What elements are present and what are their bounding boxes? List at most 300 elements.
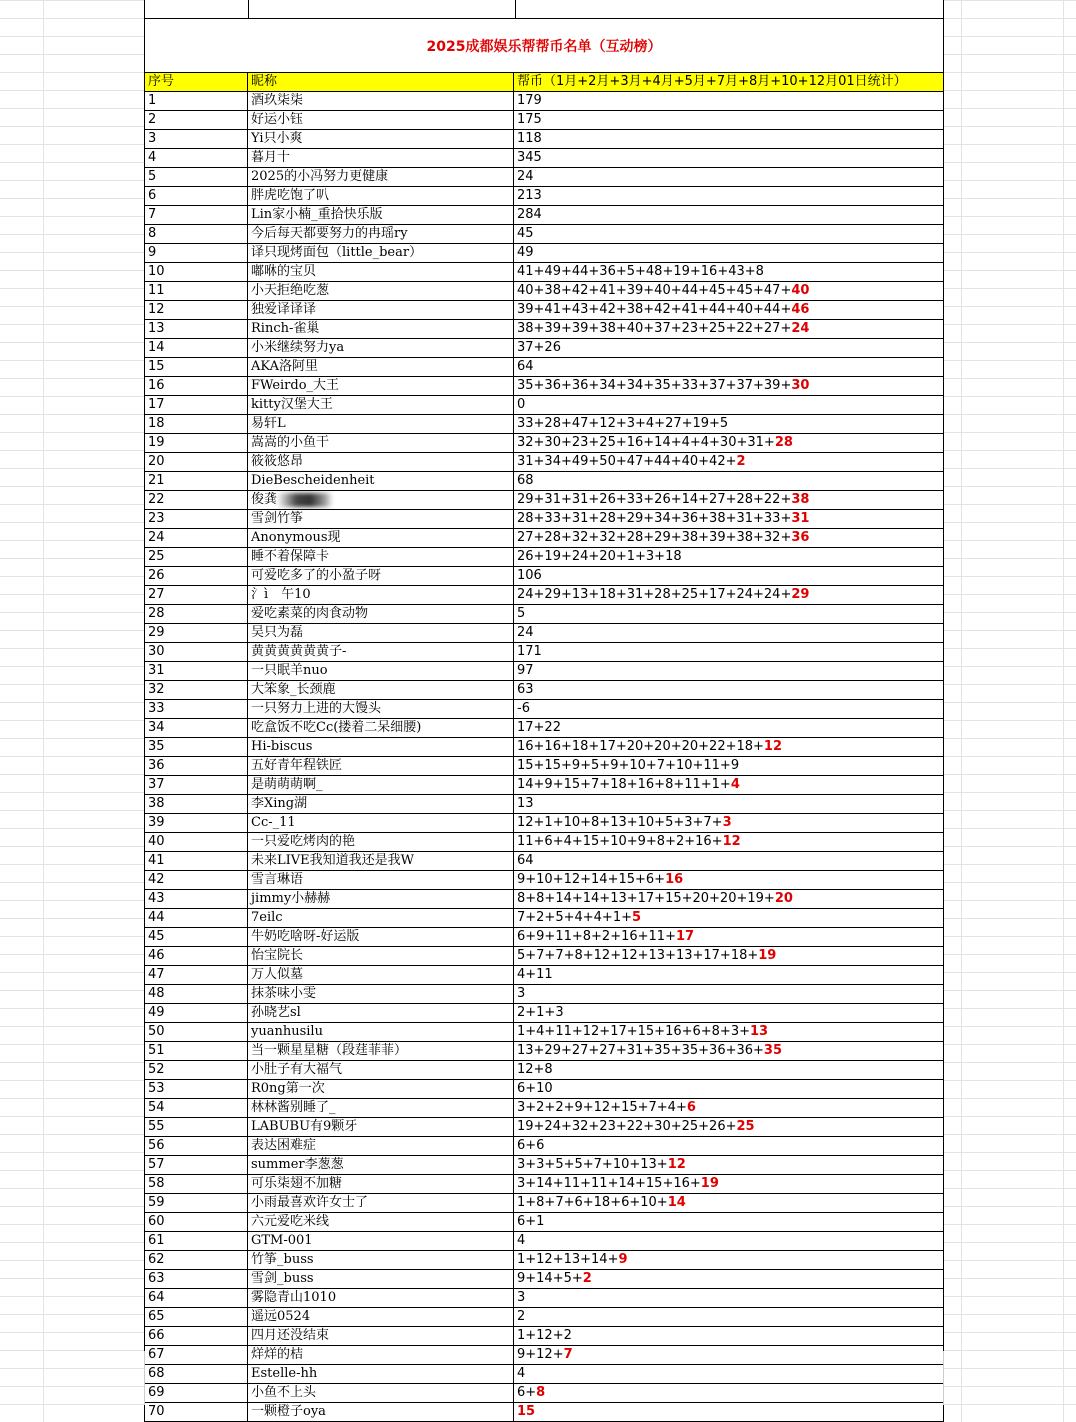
- nickname-cell[interactable]: [248, 947, 514, 965]
- row-number-cell[interactable]: 46: [145, 947, 248, 965]
- nickname-text: 译只现烤面包（little_bear）: [251, 245, 423, 260]
- table-row: [145, 985, 943, 1004]
- coins-cell[interactable]: [514, 396, 941, 414]
- nickname-cell[interactable]: [248, 1403, 514, 1421]
- row-number-cell[interactable]: 15: [145, 358, 248, 376]
- nickname-text: Cc-_11: [251, 815, 296, 830]
- nickname-cell[interactable]: [248, 985, 514, 1003]
- nickname-cell[interactable]: [248, 1118, 514, 1136]
- table-row: [145, 472, 943, 491]
- nickname-cell[interactable]: [248, 719, 514, 737]
- nickname-text: 7eilc: [251, 910, 283, 925]
- row-number-cell[interactable]: 37: [145, 776, 248, 794]
- nickname-cell[interactable]: [248, 548, 514, 566]
- coins-cell[interactable]: [514, 1137, 941, 1155]
- nickname-cell[interactable]: [248, 244, 514, 262]
- coins-value: 17+22: [517, 720, 561, 735]
- coins-value: 284: [517, 207, 542, 222]
- table-row: [145, 1118, 943, 1137]
- row-number-cell[interactable]: 51: [145, 1042, 248, 1060]
- coins-latest-value: 30: [791, 378, 810, 393]
- nickname-text: 独爱译译译: [251, 302, 317, 317]
- empty-rows-area: [144, 1351, 944, 1405]
- nickname-cell[interactable]: [248, 130, 514, 148]
- coins-cell[interactable]: [514, 339, 941, 357]
- coins-cell[interactable]: [514, 225, 941, 243]
- coins-value: 39+41+43+42+38+42+41+44+40+44+: [517, 302, 792, 317]
- nickname-text: 遥远0524: [251, 1309, 311, 1324]
- coins-cell[interactable]: [514, 1004, 941, 1022]
- coins-value: 97: [517, 663, 534, 678]
- table-row: [145, 320, 943, 339]
- nickname-text: 睡不着保障卡: [251, 549, 330, 564]
- nickname-cell[interactable]: [248, 909, 514, 927]
- nickname-cell[interactable]: [248, 434, 514, 452]
- coins-cell[interactable]: [514, 1118, 941, 1136]
- coins-latest-value: 5: [631, 910, 642, 925]
- nickname-text: R0ng第一次: [251, 1081, 325, 1096]
- nickname-text: 小鱼不上头: [251, 1385, 317, 1400]
- coins-latest-value: 31: [791, 511, 810, 526]
- nickname-cell[interactable]: [248, 472, 514, 490]
- row-number-cell[interactable]: 3: [145, 130, 248, 148]
- nickname-cell[interactable]: [248, 301, 514, 319]
- nickname-text: 四月还没结束: [251, 1328, 330, 1343]
- coins-latest-value: 29: [791, 587, 810, 602]
- nickname-cell[interactable]: [248, 795, 514, 813]
- coins-cell[interactable]: [514, 814, 941, 832]
- coins-cell[interactable]: [514, 586, 941, 604]
- row-number-cell[interactable]: 39: [145, 814, 248, 832]
- coins-latest-value: 12: [667, 1157, 686, 1172]
- coins-cell[interactable]: [514, 662, 941, 680]
- nickname-text: 嵩嵩的小鱼干: [251, 435, 330, 450]
- row-number-cell[interactable]: 69: [145, 1384, 248, 1402]
- coins-cell[interactable]: [514, 776, 941, 794]
- row-number-cell[interactable]: 61: [145, 1232, 248, 1250]
- row-number-cell[interactable]: 34: [145, 719, 248, 737]
- row-number-cell[interactable]: 14: [145, 339, 248, 357]
- row-number-cell[interactable]: 7: [145, 206, 248, 224]
- coins-value: 6+10: [517, 1081, 553, 1096]
- coins-cell[interactable]: [514, 206, 941, 224]
- coins-value: 63: [517, 682, 534, 697]
- nickname-text: 雾隐青山1010: [251, 1290, 337, 1305]
- header-nickname[interactable]: 昵称: [248, 73, 514, 91]
- row-number-cell[interactable]: 20: [145, 453, 248, 471]
- nickname-cell[interactable]: [248, 149, 514, 167]
- row-number-cell[interactable]: 19: [145, 434, 248, 452]
- coins-cell[interactable]: [514, 149, 941, 167]
- nickname-cell[interactable]: [248, 662, 514, 680]
- row-number-cell[interactable]: 10: [145, 263, 248, 281]
- row-number-cell[interactable]: 35: [145, 738, 248, 756]
- nickname-cell[interactable]: [248, 1004, 514, 1022]
- coins-cell[interactable]: [514, 947, 941, 965]
- row-number-cell[interactable]: 22: [145, 491, 248, 509]
- nickname-cell[interactable]: [248, 453, 514, 471]
- coins-value: 33+28+47+12+3+4+27+19+5: [517, 416, 729, 431]
- row-number-cell[interactable]: 49: [145, 1004, 248, 1022]
- row-number-cell[interactable]: 31: [145, 662, 248, 680]
- row-number-cell[interactable]: 33: [145, 700, 248, 718]
- row-number-cell[interactable]: 25: [145, 548, 248, 566]
- nickname-cell[interactable]: [248, 852, 514, 870]
- coins-cell[interactable]: [514, 966, 941, 984]
- nickname-text: 小米继续努力ya: [251, 340, 345, 355]
- coins-latest-value: 7: [563, 1347, 573, 1362]
- coins-latest-value: 16: [665, 872, 684, 887]
- row-number-cell[interactable]: 1: [145, 92, 248, 110]
- nickname-cell[interactable]: [248, 1194, 514, 1212]
- row-number-cell[interactable]: 9: [145, 244, 248, 262]
- coins-value: 213: [517, 188, 542, 203]
- row-number-cell[interactable]: 53: [145, 1080, 248, 1098]
- row-number-cell[interactable]: 70: [145, 1403, 248, 1421]
- row-number-cell[interactable]: 28: [145, 605, 248, 623]
- row-number-cell[interactable]: 13: [145, 320, 248, 338]
- coins-cell[interactable]: [514, 1327, 941, 1345]
- nickname-cell[interactable]: [248, 339, 514, 357]
- row-number-cell[interactable]: 60: [145, 1213, 248, 1231]
- row-number-cell[interactable]: 30: [145, 643, 248, 661]
- nickname-cell[interactable]: [248, 225, 514, 243]
- nickname-cell[interactable]: [248, 966, 514, 984]
- nickname-cell[interactable]: [248, 1251, 514, 1269]
- table-row: [145, 1080, 943, 1099]
- coins-cell[interactable]: [514, 187, 941, 205]
- row-number-cell[interactable]: 38: [145, 795, 248, 813]
- header-number[interactable]: 序号: [145, 73, 248, 91]
- coins-cell[interactable]: [514, 1308, 941, 1326]
- nickname-cell[interactable]: [248, 643, 514, 661]
- nickname-cell[interactable]: [248, 681, 514, 699]
- row-number-cell[interactable]: 67: [145, 1346, 248, 1364]
- row-number-cell[interactable]: 11: [145, 282, 248, 300]
- coins-cell[interactable]: [514, 700, 941, 718]
- coins-latest-value: 38: [791, 492, 810, 507]
- coins-value: 24+29+13+18+31+28+25+17+24+24+: [517, 587, 792, 602]
- nickname-cell[interactable]: [248, 187, 514, 205]
- coins-cell[interactable]: [514, 92, 941, 110]
- table-row: [145, 643, 943, 662]
- coins-cell[interactable]: [514, 738, 941, 756]
- coins-cell[interactable]: [514, 1042, 941, 1060]
- nickname-text: 吴只为磊: [251, 625, 304, 640]
- row-number-cell[interactable]: 44: [145, 909, 248, 927]
- coins-cell[interactable]: [514, 1194, 941, 1212]
- coins-cell[interactable]: [514, 643, 941, 661]
- nickname-cell[interactable]: [248, 871, 514, 889]
- row-number-cell[interactable]: 23: [145, 510, 248, 528]
- coins-cell[interactable]: [514, 491, 941, 509]
- nickname-cell[interactable]: [248, 529, 514, 547]
- coins-value: 3+3+5+5+7+10+13+: [517, 1157, 668, 1172]
- row-number-cell[interactable]: 54: [145, 1099, 248, 1117]
- coins-value: 6+1: [517, 1214, 545, 1229]
- row-number-cell[interactable]: 52: [145, 1061, 248, 1079]
- row-number-cell[interactable]: 32: [145, 681, 248, 699]
- row-number-cell[interactable]: 43: [145, 890, 248, 908]
- coins-cell[interactable]: [514, 1023, 941, 1041]
- coins-cell[interactable]: [514, 909, 941, 927]
- coins-cell[interactable]: [514, 434, 941, 452]
- nickname-cell[interactable]: [248, 491, 514, 509]
- coins-cell[interactable]: [514, 282, 941, 300]
- coins-cell[interactable]: [514, 510, 941, 528]
- row-number-cell[interactable]: 8: [145, 225, 248, 243]
- coins-cell[interactable]: [514, 1289, 941, 1307]
- table-row: [145, 966, 943, 985]
- coins-cell[interactable]: [514, 1061, 941, 1079]
- nickname-cell[interactable]: [248, 358, 514, 376]
- table-row: [145, 1004, 943, 1023]
- nickname-text: 当一颗星星糖（段莛菲菲）: [251, 1043, 408, 1058]
- nickname-cell[interactable]: [248, 415, 514, 433]
- coins-cell[interactable]: [514, 852, 941, 870]
- nickname-text: 未来LIVE我知道我还是我W: [251, 853, 415, 868]
- coins-value: 345: [517, 150, 542, 165]
- coins-cell[interactable]: [514, 168, 941, 186]
- coins-cell[interactable]: [514, 833, 941, 851]
- nickname-text: 李Xing湖: [251, 796, 308, 811]
- table-row: [145, 1213, 943, 1232]
- row-number-cell[interactable]: 55: [145, 1118, 248, 1136]
- nickname-text: 小雨最喜欢许女士了: [251, 1195, 369, 1210]
- coins-latest-value: 2: [736, 454, 746, 469]
- coins-latest-value: 24: [791, 321, 810, 336]
- row-number-cell[interactable]: 65: [145, 1308, 248, 1326]
- coins-cell[interactable]: [514, 377, 941, 395]
- coins-cell[interactable]: [514, 111, 941, 129]
- coins-cell[interactable]: [514, 890, 941, 908]
- row-number-cell[interactable]: 59: [145, 1194, 248, 1212]
- row-number-cell[interactable]: 24: [145, 529, 248, 547]
- row-number-cell[interactable]: 27: [145, 586, 248, 604]
- nickname-cell[interactable]: [248, 1213, 514, 1231]
- nickname-cell[interactable]: [248, 1156, 514, 1174]
- row-number-cell[interactable]: 63: [145, 1270, 248, 1288]
- nickname-cell[interactable]: [248, 586, 514, 604]
- nickname-cell[interactable]: [248, 776, 514, 794]
- nickname-cell[interactable]: [248, 1327, 514, 1345]
- nickname-cell[interactable]: [248, 1080, 514, 1098]
- coins-value: 14+9+15+7+18+16+8+11+1+: [517, 777, 731, 792]
- nickname-cell[interactable]: [248, 624, 514, 642]
- coins-cell[interactable]: [514, 1213, 941, 1231]
- coins-value: 12+8: [517, 1062, 553, 1077]
- coins-cell[interactable]: [514, 320, 941, 338]
- nickname-text: 牛奶吃啥呀-好运版: [251, 929, 360, 944]
- row-number-cell[interactable]: 40: [145, 833, 248, 851]
- nickname-text: 好运小钰: [251, 112, 304, 127]
- nickname-cell[interactable]: [248, 1061, 514, 1079]
- coins-cell[interactable]: [514, 757, 941, 775]
- row-number-cell[interactable]: 47: [145, 966, 248, 984]
- coins-value: 6+: [517, 1385, 537, 1400]
- coins-cell[interactable]: [514, 415, 941, 433]
- nickname-cell[interactable]: [248, 738, 514, 756]
- nickname-text: 竹筝_buss: [251, 1252, 314, 1267]
- nickname-text: 筱筱悠昂: [251, 454, 304, 469]
- coins-latest-value: 4: [730, 777, 740, 792]
- table-row: [145, 795, 943, 814]
- nickname-text: 一只努力上进的大馒头: [251, 701, 382, 716]
- row-number-cell[interactable]: 62: [145, 1251, 248, 1269]
- nickname-cell[interactable]: [248, 567, 514, 585]
- nickname-cell[interactable]: [248, 605, 514, 623]
- nickname-text: LABUBU有9颗牙: [251, 1119, 358, 1134]
- coins-value: 6+9+11+8+2+16+11+: [517, 929, 676, 944]
- table-row: [145, 1308, 943, 1327]
- nickname-cell[interactable]: [248, 1099, 514, 1117]
- table-row: [145, 244, 943, 263]
- nickname-cell[interactable]: [248, 1042, 514, 1060]
- nickname-cell[interactable]: [248, 263, 514, 281]
- nickname-cell[interactable]: [248, 1232, 514, 1250]
- nickname-text: jimmy小赫赫: [251, 891, 331, 906]
- table-row: [145, 434, 943, 453]
- nickname-cell[interactable]: [248, 757, 514, 775]
- empty-cell[interactable]: [249, 0, 516, 18]
- nickname-text: 一颗橙子oya: [251, 1404, 326, 1419]
- coins-cell[interactable]: [514, 263, 941, 281]
- table-row: [145, 111, 943, 130]
- coins-cell[interactable]: [514, 130, 941, 148]
- header-coins[interactable]: 帮币（1月+2月+3月+4月+5月+7月+8月+10+12月01日统计）: [517, 74, 907, 89]
- table-row: [145, 1289, 943, 1308]
- coins-cell[interactable]: [514, 871, 941, 889]
- nickname-cell[interactable]: [248, 282, 514, 300]
- row-number-cell[interactable]: 64: [145, 1289, 248, 1307]
- coins-cell[interactable]: [514, 548, 941, 566]
- nickname-cell[interactable]: [248, 700, 514, 718]
- nickname-cell[interactable]: [248, 1023, 514, 1041]
- nickname-cell[interactable]: [248, 928, 514, 946]
- empty-cell[interactable]: [516, 0, 943, 18]
- coins-cell[interactable]: [514, 1156, 941, 1174]
- coins-cell[interactable]: [514, 719, 941, 737]
- nickname-cell[interactable]: [248, 168, 514, 186]
- nickname-text: 吃盒饭不吃Cc(搂着二呆细腰): [251, 720, 422, 735]
- coins-cell[interactable]: [514, 453, 941, 471]
- coins-latest-value: 12: [763, 739, 783, 754]
- row-number-cell[interactable]: 21: [145, 472, 248, 490]
- row-number-cell[interactable]: 58: [145, 1175, 248, 1193]
- nickname-text: AKA洛阿里: [251, 359, 318, 374]
- nickname-text: 怡宝院长: [251, 948, 304, 963]
- table-row: [145, 168, 943, 187]
- coins-latest-value: 36: [791, 530, 810, 545]
- table-row: [145, 1232, 943, 1251]
- nickname-cell[interactable]: [248, 890, 514, 908]
- row-number-cell[interactable]: 2: [145, 111, 248, 129]
- coins-value: 171: [517, 644, 542, 659]
- coins-cell[interactable]: [514, 624, 941, 642]
- coins-latest-value: 46: [791, 302, 810, 317]
- row-number-cell[interactable]: 57: [145, 1156, 248, 1174]
- row-number-cell[interactable]: 12: [145, 301, 248, 319]
- nickname-cell[interactable]: [248, 111, 514, 129]
- nickname-cell[interactable]: [248, 1270, 514, 1288]
- coins-cell[interactable]: [514, 567, 941, 585]
- nickname-text: 林林酱别睡了_: [251, 1100, 336, 1115]
- row-number-cell[interactable]: 6: [145, 187, 248, 205]
- coins-cell[interactable]: [514, 681, 941, 699]
- coins-cell[interactable]: [514, 1251, 941, 1269]
- row-number-cell[interactable]: 36: [145, 757, 248, 775]
- row-number-cell[interactable]: 56: [145, 1137, 248, 1155]
- coins-cell[interactable]: [514, 1080, 941, 1098]
- coins-cell[interactable]: [514, 1403, 941, 1421]
- row-number-cell[interactable]: 18: [145, 415, 248, 433]
- nickname-cell[interactable]: [248, 510, 514, 528]
- row-number-cell[interactable]: 16: [145, 377, 248, 395]
- row-number-cell[interactable]: 48: [145, 985, 248, 1003]
- nickname-cell[interactable]: [248, 92, 514, 110]
- coins-cell[interactable]: [514, 529, 941, 547]
- nickname-cell[interactable]: [248, 396, 514, 414]
- coins-cell[interactable]: [514, 301, 941, 319]
- row-number-cell[interactable]: 45: [145, 928, 248, 946]
- coins-cell[interactable]: [514, 605, 941, 623]
- nickname-text: Lin家小楠_重拾快乐版: [251, 207, 383, 222]
- table-row: [145, 1175, 943, 1194]
- coins-cell[interactable]: [514, 795, 941, 813]
- nickname-cell[interactable]: [248, 814, 514, 832]
- coins-cell[interactable]: [514, 1270, 941, 1288]
- table-row: [145, 871, 943, 890]
- table-row: [145, 529, 943, 548]
- nickname-cell[interactable]: [248, 1308, 514, 1326]
- row-number-cell[interactable]: 29: [145, 624, 248, 642]
- nickname-cell[interactable]: [248, 1175, 514, 1193]
- coins-cell[interactable]: [514, 472, 941, 490]
- row-number-cell[interactable]: 66: [145, 1327, 248, 1345]
- row-number-cell[interactable]: 42: [145, 871, 248, 889]
- coins-value: 31+34+49+50+47+44+40+42+: [517, 454, 737, 469]
- coins-cell[interactable]: [514, 985, 941, 1003]
- coins-value: 9+12+: [517, 1347, 564, 1362]
- empty-cell[interactable]: [145, 0, 249, 18]
- nickname-cell[interactable]: [248, 1289, 514, 1307]
- nickname-cell[interactable]: [248, 377, 514, 395]
- row-number-cell[interactable]: 4: [145, 149, 248, 167]
- nickname-cell[interactable]: [248, 206, 514, 224]
- table-row: [145, 1270, 943, 1289]
- coins-cell[interactable]: [514, 1099, 941, 1117]
- coins-cell[interactable]: [514, 1232, 941, 1250]
- coins-cell[interactable]: [514, 928, 941, 946]
- nickname-cell[interactable]: [248, 320, 514, 338]
- coins-value: 29+31+31+26+33+26+14+27+28+22+: [517, 492, 792, 507]
- nickname-text: yuanhusilu: [251, 1024, 323, 1039]
- coins-cell[interactable]: [514, 244, 941, 262]
- row-number-cell[interactable]: 26: [145, 567, 248, 585]
- row-number-cell[interactable]: 68: [145, 1365, 248, 1383]
- nickname-cell[interactable]: [248, 833, 514, 851]
- spreadsheet-table: [144, 0, 944, 1422]
- coins-latest-value: 13: [750, 1024, 769, 1039]
- row-number-cell[interactable]: 5: [145, 168, 248, 186]
- coins-cell[interactable]: [514, 358, 941, 376]
- row-number-cell[interactable]: 17: [145, 396, 248, 414]
- coins-value: 13+29+27+27+31+35+35+36+36+: [517, 1043, 764, 1058]
- row-number-cell[interactable]: 41: [145, 852, 248, 870]
- coins-cell[interactable]: [514, 1175, 941, 1193]
- nickname-cell[interactable]: [248, 1137, 514, 1155]
- row-number-cell[interactable]: 50: [145, 1023, 248, 1041]
